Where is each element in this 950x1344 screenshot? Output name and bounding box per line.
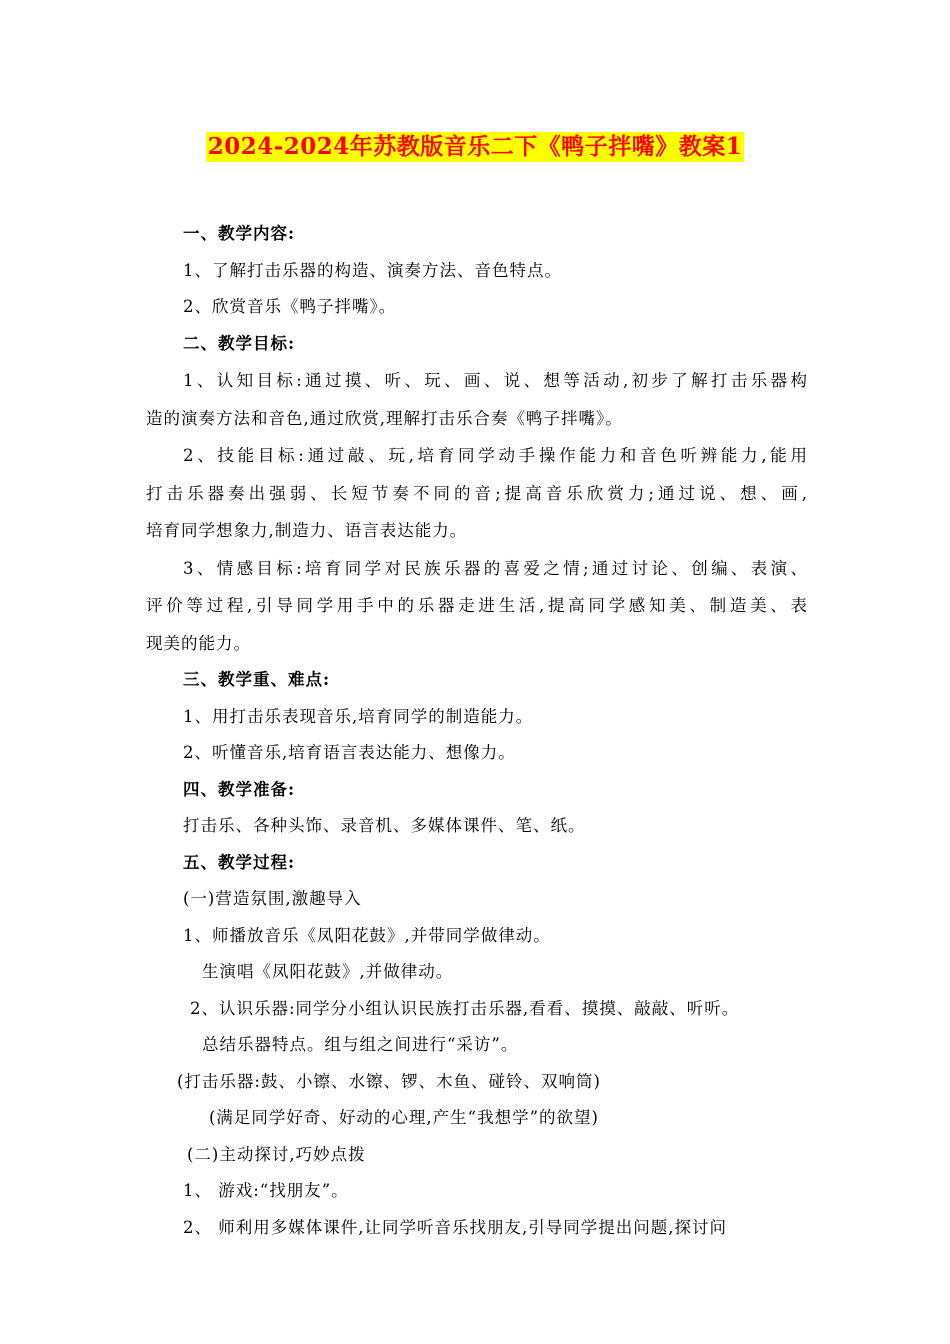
document-title: 2024-2024年苏教版音乐二下《鸭子拌嘴》教案1 xyxy=(207,133,743,160)
section-heading-preparation: 四、教学准备: xyxy=(183,779,296,799)
paragraph-line: 1、师播放音乐《凤阳花鼓》,并带同学做律动。 xyxy=(183,925,551,945)
paragraph-line: 打击乐、各种头饰、录音机、多媒体课件、笔、纸。 xyxy=(183,816,586,835)
paragraph-line: 2、听懂音乐,培育语言表达能力、想像力。 xyxy=(183,743,516,762)
goals-paragraphs xyxy=(146,362,808,662)
subsection-heading: (二)主动探讨,巧妙点拨 xyxy=(187,1144,366,1164)
paragraph-line: 1、认知目标:通过摸、听、玩、画、说、想等活动,初步了解打击乐器构 xyxy=(183,371,808,390)
paragraph-line: 3、情感目标:培育同学对民族乐器的喜爱之情;通过讨论、创编、表演、 xyxy=(183,558,808,578)
paragraph-line: 总结乐器特点。组与组之间进行“采访”。 xyxy=(202,1035,519,1054)
paragraph-line: 2、技能目标:通过敲、玩,培育同学动手操作能力和音色听辨能力,能用 xyxy=(183,446,808,465)
paragraph-line: (满足同学好奇、好动的心理,产生“我想学”的欲望) xyxy=(209,1108,599,1127)
paragraph-line: (打击乐器:鼓、小镲、水镲、锣、木鱼、碰铃、双响筒) xyxy=(177,1071,601,1091)
paragraph-line: 2、欣赏音乐《鸭子拌嘴》。 xyxy=(183,297,397,316)
subsection-heading: (一)营造氛围,激趣导入 xyxy=(183,889,362,908)
paragraph-line: 打击乐器奏出强弱、长短节奏不同的音;提高音乐欣赏力;通过说、想、画, xyxy=(146,483,808,503)
paragraph-line: 培育同学想象力,制造力、语言表达能力。 xyxy=(146,521,468,540)
paragraph-line: 2、认识乐器:同学分小组认识民族打击乐器,看看、摸摸、敲敲、听听。 xyxy=(190,998,740,1018)
paragraph-line: 评价等过程,引导同学用手中的乐器走进生活,提高同学感知美、制造美、表 xyxy=(146,596,808,615)
section-heading-process: 五、教学过程: xyxy=(183,852,296,872)
section-heading-content: 一、教学内容: xyxy=(183,224,296,243)
paragraph-line: 2、 师利用多媒体课件,让同学听音乐找朋友,引导同学提出问题,探讨问 xyxy=(183,1217,727,1237)
paragraph-line: 1、了解打击乐器的构造、演奏方法、音色特点。 xyxy=(183,260,562,280)
document-body xyxy=(146,216,808,1246)
paragraph-line: 现美的能力。 xyxy=(146,633,251,653)
title-container xyxy=(0,132,950,162)
paragraph-line: 生演唱《凤阳花鼓》,并做律动。 xyxy=(202,962,454,981)
paragraph-line: 1、用打击乐表现音乐,培育同学的制造能力。 xyxy=(183,706,534,726)
paragraph-line: 1、 游戏:“找朋友”。 xyxy=(183,1181,349,1200)
paragraph-line: 造的演奏方法和音色,通过欣赏,理解打击乐合奏《鸭子拌嘴》。 xyxy=(146,408,623,428)
section-heading-goals: 二、教学目标: xyxy=(183,333,296,353)
section-heading-key-points: 三、教学重、难点: xyxy=(183,670,331,689)
